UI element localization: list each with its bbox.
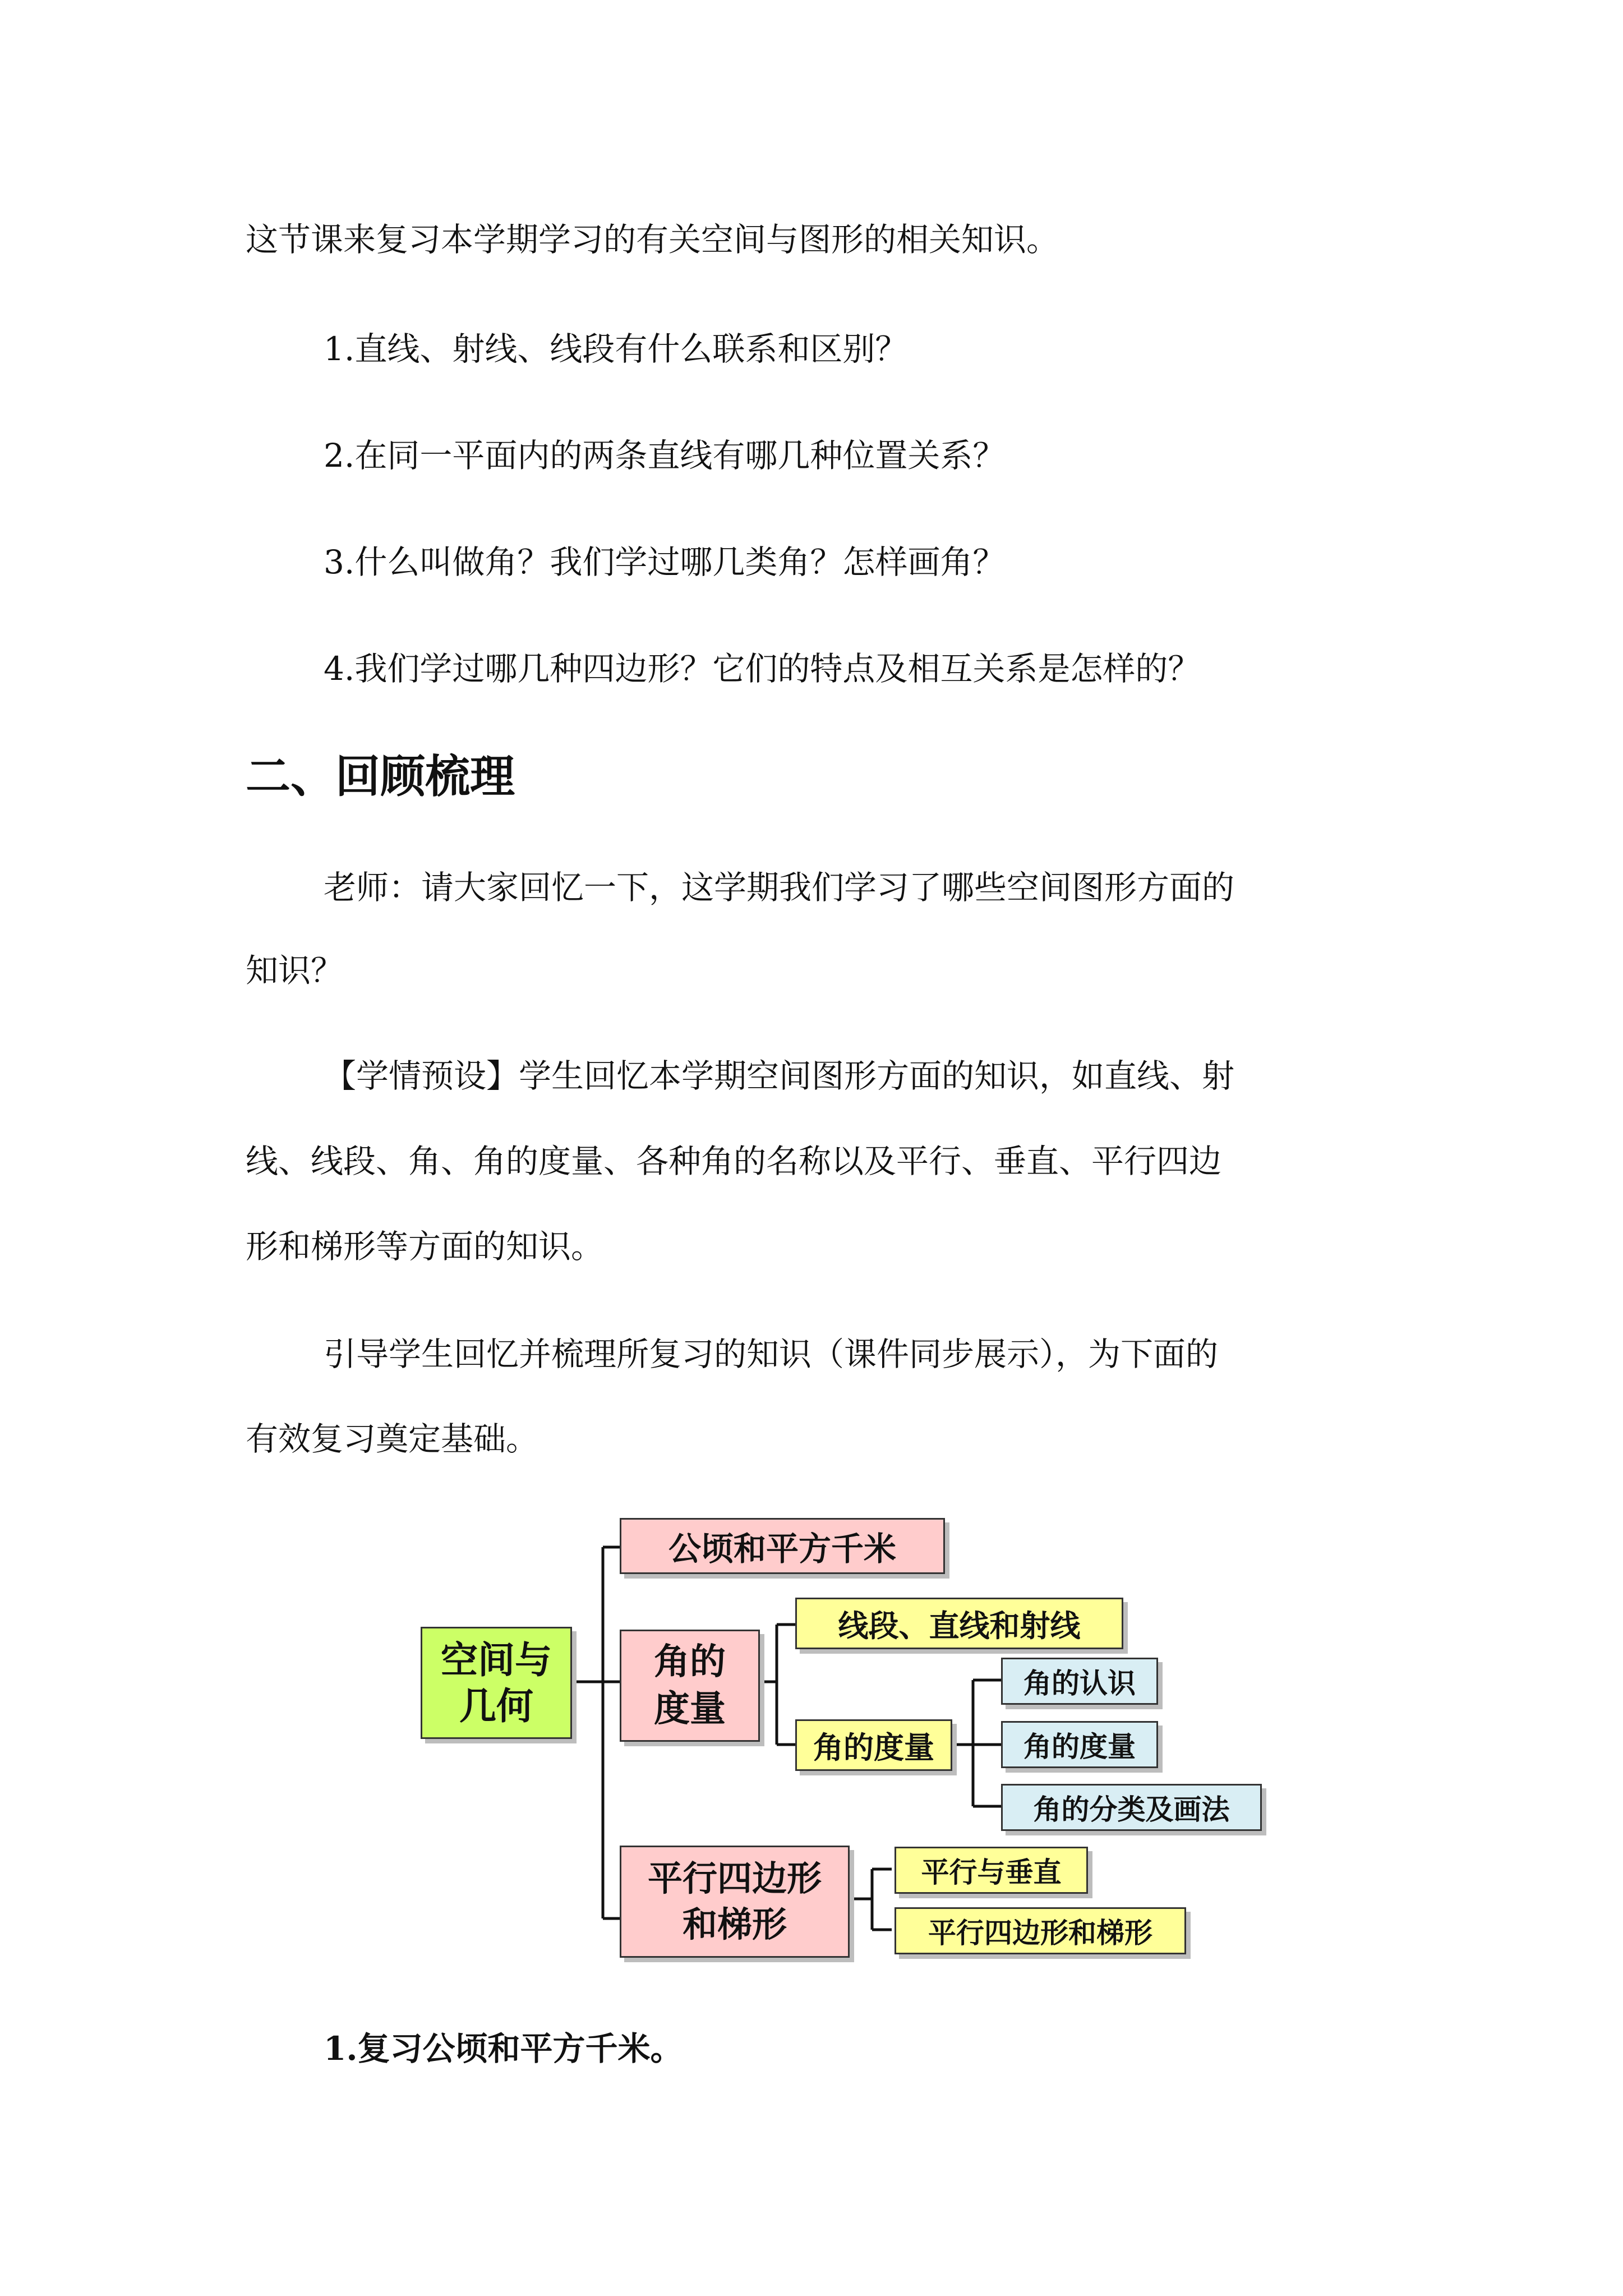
preset-line-2: 线、线段、角、角的度量、各种角的名称以及平行、垂直、平行四边 (246, 1142, 1222, 1180)
diagram-angle-measure-box (620, 1630, 760, 1742)
diagram-angle-class-label: 角的分类及画法 (1033, 1793, 1230, 1826)
diagram-angle-measure-line-2: 度量 (654, 1688, 726, 1730)
diagram-parallel-perp-box (895, 1847, 1088, 1894)
diagram-angle-measure-leaf-label: 角的度量 (1023, 1730, 1136, 1763)
diagram-parallel-line-1: 平行四边形 (647, 1858, 822, 1899)
question-3: 3.什么叫做角？我们学过哪几类角？怎样画角？ (324, 543, 1006, 581)
diagram-lines-box (795, 1598, 1123, 1649)
diagram-parallel-perp-label: 平行与垂直 (921, 1856, 1062, 1889)
subsection-heading: 1.复习公顷和平方千米。 (324, 2030, 683, 2068)
diagram-hectare-box (620, 1518, 945, 1574)
diagram-root-box (421, 1627, 572, 1739)
diagram-parallelogram-trap-box (895, 1907, 1186, 1954)
diagram-angle-measure-sub-box (795, 1719, 952, 1771)
diagram-parallel-line-2: 和梯形 (682, 1904, 787, 1945)
diagram-angle-class-box (1001, 1784, 1262, 1831)
teacher-line-2: 知识？ (246, 951, 344, 990)
section-heading: 二、回顾梳理 (246, 751, 515, 803)
diagram-angle-measure-leaf-box (1001, 1721, 1158, 1768)
question-2: 2.在同一平面内的两条直线有哪几种位置关系？ (324, 436, 1006, 475)
teacher-line-1: 老师：请大家回忆一下，这学期我们学习了哪些空间图形方面的 (324, 868, 1235, 907)
diagram-hectare-label: 公顷和平方千米 (668, 1530, 896, 1568)
diagram-angle-know-label: 角的认识 (1023, 1667, 1136, 1700)
preset-line-1: 【学情预设】学生回忆本学期空间图形方面的知识，如直线、射 (324, 1057, 1235, 1095)
diagram-lines-label: 线段、直线和射线 (838, 1607, 1081, 1644)
diagram-parallel-box (620, 1846, 850, 1958)
guide-line-2: 有效复习奠定基础。 (246, 1420, 539, 1458)
intro-text: 这节课来复习本学期学习的有关空间与图形的相关知识。 (246, 220, 1059, 259)
diagram-angle-know-box (1001, 1658, 1158, 1705)
diagram-angle-measure-line-1: 角的 (654, 1641, 726, 1683)
guide-line-1: 引导学生回忆并梳理所复习的知识（课件同步展示），为下面的 (324, 1335, 1219, 1373)
diagram-root-line-2: 几何 (459, 1684, 533, 1728)
diagram-parallelogram-trap-label: 平行四边形和梯形 (928, 1916, 1152, 1949)
question-4: 4.我们学过哪几种四边形？它们的特点及相互关系是怎样的？ (324, 650, 1201, 688)
question-1: 1.直线、射线、线段有什么联系和区别？ (324, 330, 908, 368)
diagram-root-line-1: 空间与 (441, 1638, 552, 1682)
preset-line-3: 形和梯形等方面的知识。 (246, 1227, 604, 1266)
diagram-angle-measure-sub-label: 角的度量 (813, 1729, 934, 1765)
